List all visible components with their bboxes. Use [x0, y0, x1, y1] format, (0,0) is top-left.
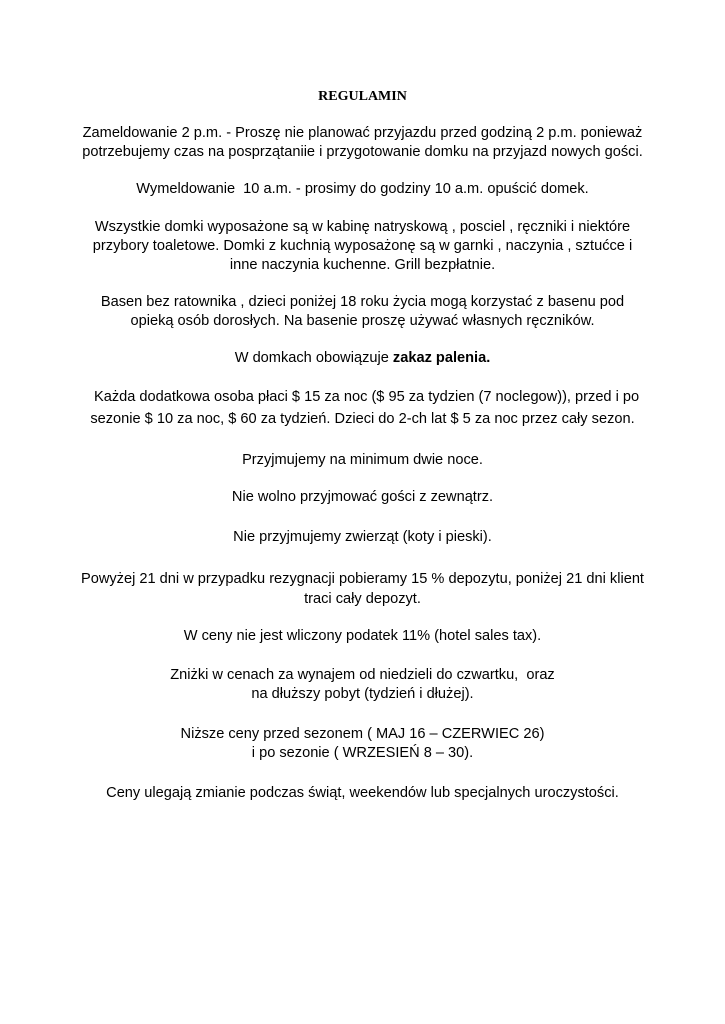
paragraph-line: Basen bez ratownika , dzieci poniżej 18 roku życia mogą korzystać z basenu pod	[100, 294, 625, 310]
paragraph-line: Zniżki w cenach za wynajem od niedzieli do czwartku, oraz	[170, 667, 555, 683]
no-smoking-text: W domkach obowiązuje	[234, 350, 393, 366]
paragraph-line: przybory toaletowe. Domki z kuchnią wyposażonę są w garnki , naczynia , sztućce i	[92, 238, 633, 254]
extra-person-paragraph	[30, 386, 695, 430]
paragraph-line: Każda dodatkowa osoba płaci $ 15 za noc ($ 95 za tydzien (7 noclegow)), przed i po	[85, 389, 640, 405]
price-changes-paragraph	[30, 784, 695, 803]
cancellation-paragraph	[30, 568, 695, 609]
paragraph-line: opieką osób dorosłych. Na basenie proszę używać własnych ręczników.	[130, 313, 595, 329]
amenities-paragraph	[30, 218, 695, 275]
paragraph-line: W ceny nie jest wliczony podatek 11% (hotel sales tax).	[183, 628, 542, 644]
no-guests-paragraph	[30, 488, 695, 507]
paragraph-line: Nie przyjmujemy zwierząt (koty i pieski).	[233, 529, 492, 545]
paragraph-line: inne naczynia kuchenne. Grill bezpłatnie.	[229, 257, 496, 273]
paragraph-line: Przyjmujemy na minimum dwie noce.	[242, 452, 483, 468]
paragraph-line: traci cały depozyt.	[304, 591, 421, 607]
no-smoking-paragraph	[30, 349, 695, 368]
pool-paragraph	[30, 293, 695, 331]
paragraph-line: Ceny ulegają zmianie podczas świąt, weekendów lub specjalnych uroczystości.	[106, 785, 619, 801]
paragraph-line: Wymeldowanie 10 a.m. - prosimy do godziny 10 a.m. opuścić domek.	[136, 181, 589, 197]
minimum-stay-paragraph	[30, 451, 695, 470]
season-prices-paragraph	[30, 725, 695, 763]
no-smoking-emphasis: zakaz palenia.	[392, 350, 491, 366]
document-title: REGULAMIN	[318, 89, 407, 104]
paragraph-line: i po sezonie ( WRZESIEŃ 8 – 30).	[251, 745, 474, 761]
paragraph-line: Nie wolno przyjmować gości z zewnątrz.	[231, 489, 494, 505]
no-pets-paragraph	[30, 528, 695, 547]
check-out-paragraph	[30, 180, 695, 199]
paragraph-line: na dłuższy pobyt (tydzień i dłużej).	[251, 686, 474, 702]
tax-paragraph	[30, 627, 695, 646]
paragraph-line: potrzebujemy czas na posprzątaniie i przygotowanie domku na przyjazd nowych gości.	[82, 144, 643, 160]
paragraph-line: Zameldowanie 2 p.m. - Proszę nie planować przyjazdu przed godziną 2 p.m. ponieważ	[82, 125, 643, 141]
paragraph-line	[30, 349, 695, 368]
paragraph-line: Wszystkie domki wyposażone są w kabinę natryskową , posciel , ręczniki i niektóre	[94, 219, 631, 235]
paragraph-line: Powyżej 21 dni w przypadku rezygnacji pobieramy 15 % depozytu, poniżej 21 dni klient	[81, 571, 644, 587]
paragraph-line: Niższe ceny przed sezonem ( MAJ 16 – CZERWIEC 26)	[180, 726, 545, 742]
check-in-paragraph	[30, 124, 695, 162]
discounts-paragraph	[30, 666, 695, 704]
paragraph-line: sezonie $ 10 za noc, $ 60 za tydzień. Dzieci do 2-ch lat $ 5 za noc przez cały sezon.	[90, 411, 635, 427]
